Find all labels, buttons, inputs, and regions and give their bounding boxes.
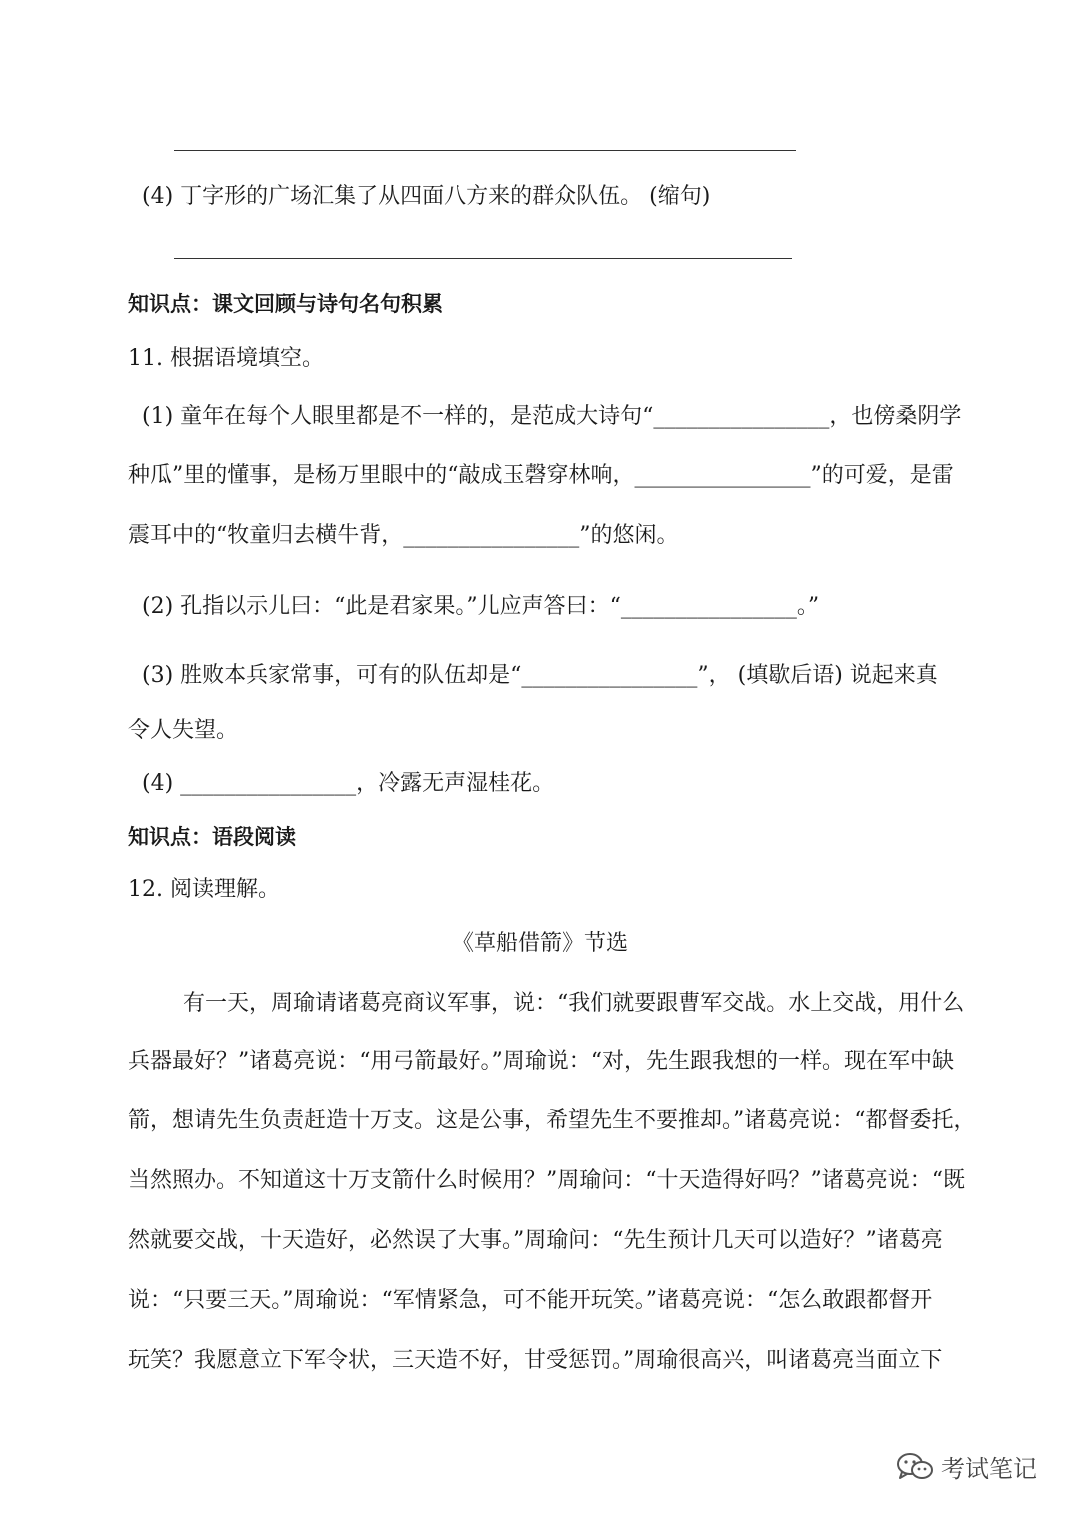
passage-line-4: 当然照办。不知道这十万支箭什么时候用？”周瑜问：“十天造得好吗？”诸葛亮说：“既 (128, 1168, 965, 1193)
q11-item1-line3: 震耳中的“牧童归去横牛背，________________”的悠闲。 (128, 523, 679, 548)
passage-line-3: 箭，想请先生负责赶造十万支。这是公事，希望先生不要推却。”诸葛亮说：“都督委托， (128, 1108, 976, 1133)
section-heading-review: 知识点：课文回顾与诗句名句积累 (128, 292, 443, 316)
passage-line-5: 然就要交战，十天造好，必然误了大事。”周瑜问：“先生预计几天可以造好？”诸葛亮 (128, 1228, 943, 1253)
q11-item3-line2: 令人失望。 (128, 718, 239, 743)
wechat-icon (895, 1451, 935, 1483)
q11-item2: (2) 孔指以示儿曰：“此是君家果。”儿应声答曰：“________________。” (142, 594, 820, 619)
q11-item1-line2: 种瓜”里的懂事，是杨万里眼中的“敲成玉磬穿林响，________________”的可爱，是雷 (128, 463, 954, 488)
answer-line-q10-4 (174, 258, 792, 259)
section-heading-reading: 知识点：语段阅读 (128, 825, 296, 849)
q10-item4: (4) 丁字形的广场汇集了从四面八方来的群众队伍。 (缩句) (142, 184, 711, 209)
q11-item1-line1: (1) 童年在每个人眼里都是不一样的，是范成大诗句“________________，也傍桑阴学 (142, 404, 962, 429)
passage-line-1: 有一天，周瑜请诸葛亮商议军事，说：“我们就要跟曹军交战。水上交战，用什么 (183, 991, 965, 1016)
answer-line-prev (174, 150, 796, 151)
watermark (895, 1443, 1055, 1491)
passage-line-2: 兵器最好？”诸葛亮说：“用弓箭最好。”周瑜说：“对，先生跟我想的一样。现在军中缺 (128, 1049, 954, 1074)
q11-stem: 11. 根据语境填空。 (128, 346, 324, 371)
passage-line-6: 说：“只要三天。”周瑜说：“军情紧急，可不能开玩笑。”诸葛亮说：“怎么敢跟都督开 (128, 1288, 933, 1313)
passage-line-7: 玩笑？我愿意立下军令状，三天造不好，甘受惩罚。”周瑜很高兴，叫诸葛亮当面立下 (128, 1348, 943, 1373)
passage-title: 《草船借箭》节选 (451, 931, 628, 956)
q11-item3-line1: (3) 胜败本兵家常事，可有的队伍却是“________________”， (填歇后语) 说起来真 (142, 663, 938, 688)
q12-stem: 12. 阅读理解。 (128, 877, 280, 902)
watermark-text: 考试笔记 (941, 1455, 1037, 1483)
q11-item4: (4) ________________，冷露无声湿桂花。 (142, 771, 555, 796)
